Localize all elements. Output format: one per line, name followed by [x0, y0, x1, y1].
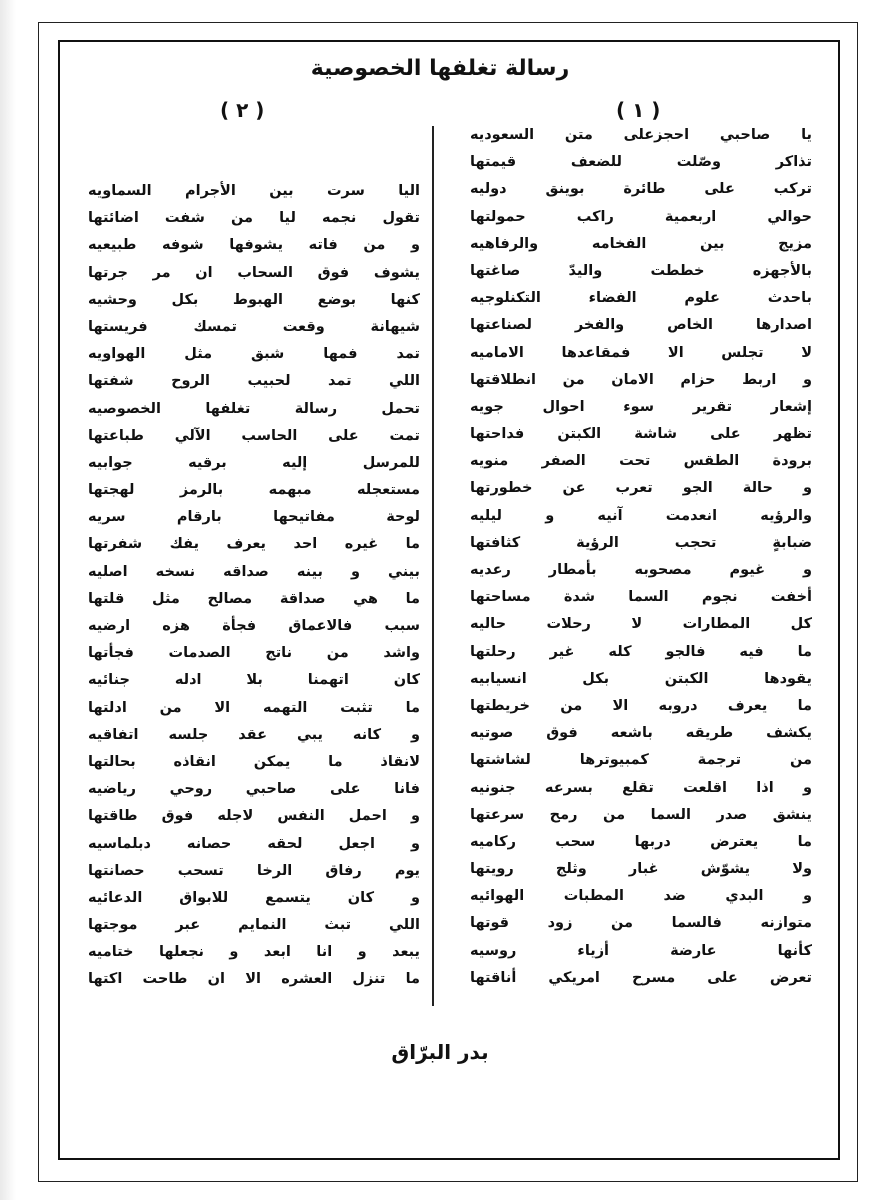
verse-line: اللي تمد لحبيب الروح شفتها [88, 373, 420, 390]
column-2-number: ( ٢ ) [220, 98, 265, 122]
verse-line: اليا سرت بين الأجرام السماويه [88, 183, 420, 199]
verse-line: فانا على صاحبي روحي رياضيه [88, 781, 420, 798]
verse-line: بالأجهزه خططت واليدّ صاغتها [470, 262, 812, 279]
verse-line: و من فاته يشوفها شوفه طبيعيه [88, 237, 420, 254]
verse-line: و كانه يبي عقد جلسه اتفاقيه [88, 726, 420, 743]
verse-line: متوازنه فالسما من زود قوتها [470, 915, 812, 932]
verse-line: باحدث علوم الفضاء التكنلوجيه [470, 290, 812, 307]
verse-line: واشد من ناتج الصدمات فجأتها [88, 645, 420, 662]
verse-line: ما تثبت التهمه الا من ادلتها [88, 699, 420, 716]
verse-line: يقودها الكبتن بكل انسيابيه [470, 670, 812, 687]
author-signature: بدر البرّاق [391, 1040, 489, 1064]
verse-line: و اجعل لحقه حصانه دبلماسيه [88, 835, 420, 852]
verse-line: مزيج بين الفخامه والرفاهيه [470, 235, 812, 252]
poem-column-2 [88, 178, 420, 994]
verse-line: والرؤيه انعدمت آنيه و ليليه [470, 507, 812, 524]
verse-line: سبب فالاعماق فجأة هزه ارضيه [88, 618, 420, 634]
verse-line: و البدي ضد المطبات الهوائيه [470, 888, 812, 905]
verse-line: ما غيره احد يعرف يفك شفرتها [88, 536, 420, 553]
verse-line: كأنها عارضة أزياء روسيه [470, 942, 812, 959]
verse-line: و غيوم مصحوبه بأمطار رعديه [470, 562, 812, 578]
verse-line: و حالة الجو تعرب عن خطورتها [470, 480, 812, 497]
verse-line: اصدارها الخاص والفخر لصناعتها [470, 317, 812, 334]
verse-line: تذاكر وصّلت للضعف قيمتها [470, 154, 812, 171]
verse-line: كنها بوضع الهبوط بكل وحشيه [88, 291, 420, 308]
verse-line: و احمل النفس لاجله فوق طاقتها [88, 808, 420, 825]
verse-line: شيهانة وقعت تمسك فريستها [88, 318, 420, 335]
page-shadow-edge [0, 0, 16, 1200]
verse-line: ما يعترض دربها سحب ركاميه [470, 833, 812, 850]
verse-line: و اذا اقلعت تقلع بسرعه جنونيه [470, 779, 812, 796]
verse-line: كان اتهمنا بلا ادله جنائيه [88, 672, 420, 689]
verse-line: ضبابةٍ تحجب الرؤية كثافتها [470, 534, 812, 551]
verse-line: و كان يتسمع للابواق الدعائيه [88, 889, 420, 906]
verse-line: برودة الطقس تحت الصفر منويه [470, 453, 812, 470]
verse-line: يكشف طريقه باشعه فوق صوتيه [470, 725, 812, 742]
verse-line: ولا يشوّش غبار وثلج رويتها [470, 861, 812, 878]
verse-line: للمرسل إليه برقيه جوابيه [88, 454, 420, 471]
verse-line: تحمل رسالة تغلفها الخصوصيه [88, 400, 420, 417]
verse-line: يوم رفاق الرخا تسحب حصانتها [88, 862, 420, 879]
verse-line: يا صاحبي احجزعلى متن السعوديه [470, 127, 812, 143]
verse-line: يشوف فوق السحاب ان مر جرتها [88, 264, 420, 281]
poem-column-1 [470, 122, 812, 992]
verse-line: و اربط حزام الامان من انطلاقتها [470, 371, 812, 388]
verse-line: لوحة مفاتيحها بارقام سريه [88, 509, 420, 526]
verse-line: من ترجمة كمبيوترها لشاشتها [470, 752, 812, 769]
verse-line: تمت على الحاسب الآلي طباعتها [88, 427, 420, 444]
verse-line: تمد فمها شبق مثل الهواويه [88, 346, 420, 363]
verse-line: مستعجله مبهمه بالرمز لهجتها [88, 482, 420, 499]
verse-line: ما تنزل العشره الا ان طاحت اكتها [88, 971, 420, 988]
verse-line: ينشق صدر السما من رمح سرعتها [470, 806, 812, 823]
verse-line: يبعد و انا ابعد و نجعلها ختاميه [88, 944, 420, 961]
verse-line: لا تجلس الا فمقاعدها الاماميه [470, 344, 812, 361]
poem-title: رسالة تغلفها الخصوصية [310, 56, 570, 81]
verse-line: تظهر على شاشة الكبتن فداحتها [470, 426, 812, 443]
column-1-number: ( ١ ) [616, 98, 661, 122]
column-divider [432, 126, 434, 1006]
verse-line: اللي تبث النمايم عبر موجتها [88, 917, 420, 934]
verse-line: تعرض على مسرح امريكي أناقتها [470, 969, 812, 986]
verse-line: ما فيه فالجو كله غير رحلتها [470, 643, 812, 660]
verse-line: تركب على طائرة بوينق دوليه [470, 181, 812, 198]
verse-line: ما هي صداقة مصالح مثل قلتها [88, 590, 420, 607]
verse-line: لانقاذ ما يمكن انقاذه بحالتها [88, 753, 420, 770]
verse-line: ما يعرف دروبه الا من خريطتها [470, 697, 812, 714]
verse-line: أخفت نجوم السما شدة مساحتها [470, 589, 812, 606]
verse-line: حوالي اربعمية راكب حمولتها [470, 208, 812, 225]
verse-line: بيني و بينه صداقه نسخه اصليه [88, 563, 420, 580]
verse-line: تقول نجمه ليا من شفت اضائتها [88, 210, 420, 227]
verse-line: كل المطارات لا رحلات حاليه [470, 616, 812, 633]
verse-line: إشعار تقرير سوء احوال جويه [470, 398, 812, 415]
